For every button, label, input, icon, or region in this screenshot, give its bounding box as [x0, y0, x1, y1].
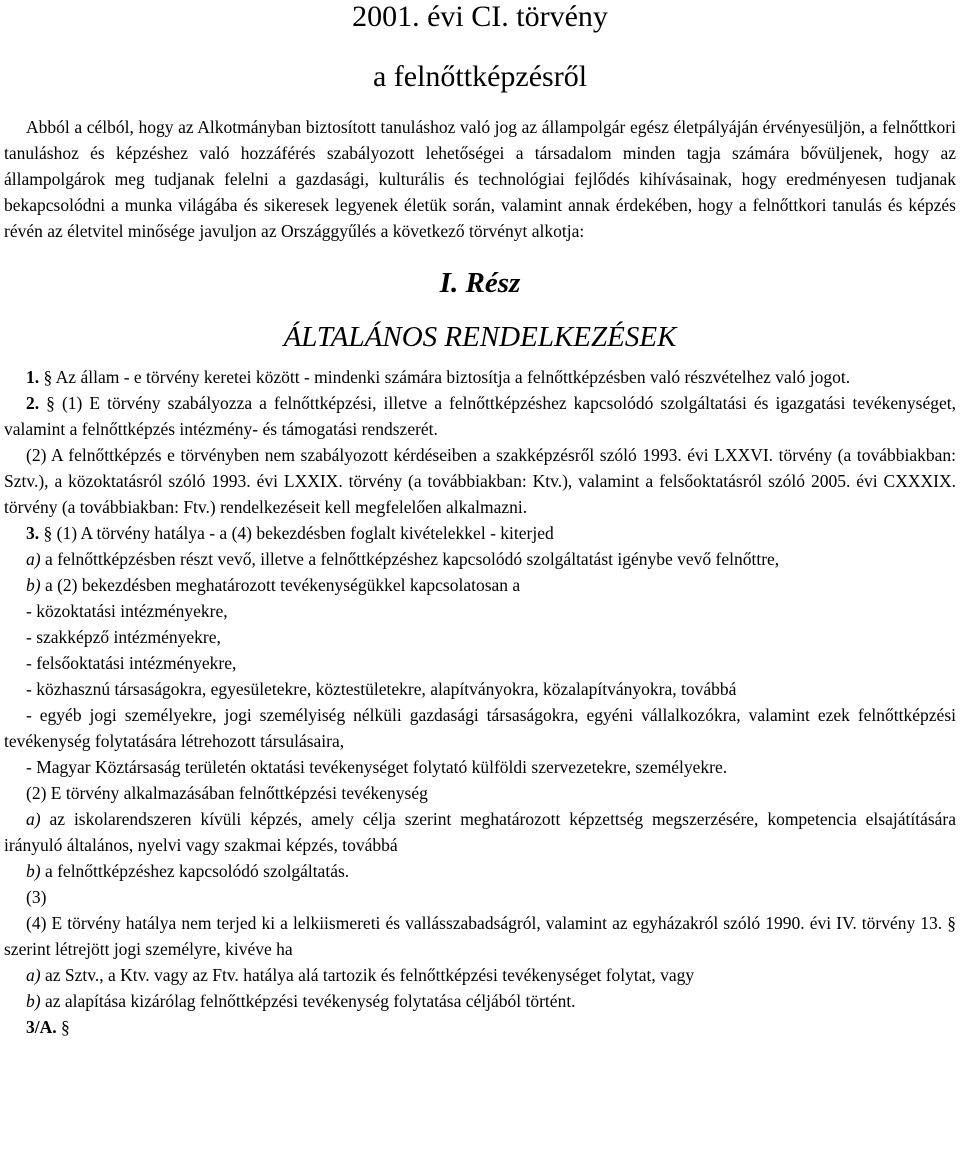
section-sign: § [43, 367, 53, 387]
point-b [4, 572, 956, 598]
point-b [4, 858, 956, 884]
dash-item: - felsőoktatási intézményekre, [26, 653, 237, 673]
section-sign: § [43, 523, 53, 543]
point-letter: b) [26, 575, 41, 595]
section-number: 3/A. [26, 1017, 57, 1037]
point-a [4, 806, 956, 858]
law-subtitle: a felnőttképzésről [372, 60, 588, 93]
dash-item: - szakképző intézményekre, [26, 627, 221, 647]
section-number: 2. [26, 393, 40, 413]
section-3-paragraph-2: (2) E törvény alkalmazásában felnőttképzési tevékenység [26, 783, 428, 803]
point-text: az Sztv., a Ktv. vagy az Ftv. hatálya alá tartozik és felnőttképzési tevékenységet folytat, vagy [44, 965, 695, 985]
point-a [4, 546, 956, 572]
section-3-paragraph-3: (3) [26, 887, 47, 907]
point-text: a felnőttképzésben részt vevő, illetve a felnőttképzéshez kapcsolódó szolgáltatást igénybe vevő felnőttre, [44, 549, 780, 569]
section-3a [4, 1014, 956, 1040]
point-text: az iskolarendszeren kívüli képzés, amely célja szerint meghatározott képzettség megszerzésére, kompetencia elsajátítására irányuló általános, nyelvi vagy szakmai képzés, továbbá [4, 809, 957, 855]
section-2-paragraph-2: (2) A felnőttképzés e törvényben nem szabályozott kérdéseiben a szakképzésről szóló 1993. évi LXXVI. törvény (a továbbiakban: Sztv.), a közoktatásról szóló 1993. évi LXXIX. törvény (a továbbiakban: Ktv.), valamint a felsőoktatásról szóló 2005. évi CXXXIX. törvény (a továbbiakban: Ftv.) rendelkezéseit kell megfelelően alkalmazni. [4, 445, 956, 517]
law-body [4, 364, 956, 1040]
point-a [4, 962, 956, 988]
dash-item: - egyéb jogi személyekre, jogi személyiség nélküli gazdasági társaságokra, egyéni vállalkozókra, valamint ezek felnőttképzési tevékenység folytatására létrehozott társulásaira, [4, 705, 956, 751]
dash-item: - közoktatási intézményekre, [26, 601, 228, 621]
part-title: I. Rész [439, 267, 521, 299]
point-text: az alapítása kizárólag felnőttképzési tevékenység folytatása céljából történt. [44, 991, 576, 1011]
point-letter: b) [26, 991, 41, 1011]
section-sign: § [46, 393, 55, 413]
section-3-paragraph-1 [4, 520, 956, 546]
point-letter: a) [26, 549, 41, 569]
section-1 [4, 364, 956, 390]
paragraph-text: (1) A törvény hatálya - a (4) bekezdésben foglalt kivételekkel - kiterjed [56, 523, 554, 543]
paragraph-text: (4) E törvény hatálya nem terjed ki a lelkiismereti és vallásszabadságról, valamint az egyházakról szóló 1990. évi IV. törvény 13. [26, 913, 943, 933]
section-number: 1. [26, 367, 40, 387]
dash-item: - közhasznú társaságokra, egyesületekre, köztestületekre, alapítványokra, közalapítványokra, továbbá [26, 679, 737, 699]
dash-item: - Magyar Köztársaság területén oktatási tevékenységet folytató külföldi szervezetekre, személyekre. [26, 757, 728, 777]
section-text: Az állam - e törvény keretei között - mindenki számára biztosítja a felnőttképzésben való részvételhez való jogot. [55, 367, 851, 387]
section-3-paragraph-4 [4, 910, 956, 962]
preamble: Abból a célból, hogy az Alkotmányban biztosított tanuláshoz való jog az állampolgár egész életpályáján érvényesüljön, a felnőttkori tanuláshoz és képzéshez való hozzáférés szabályozott lehetőségei a társadalom minden tagja számára bővüljenek, hogy az állampolgárok meg tudjanak felelni a gazdasági, kulturális és technológiai fejlődés kihívásainak, hogy eredményesen tudjanak bekapcsolódni a munka világába és sikeresek legyenek életük során, valamint annak érdekében, hogy a felnőttkori tanulás és képzés révén az életvitel minősége javuljon az Országgyűlés a következő törvényt alkotja: [4, 117, 956, 241]
point-b [4, 988, 956, 1014]
section-sign: § [947, 913, 957, 933]
section-sign: § [61, 1017, 70, 1037]
point-letter: b) [26, 861, 41, 881]
document-page [0, 2, 960, 1162]
point-letter: a) [26, 965, 41, 985]
paragraph-text: szerint létrejött jogi személyre, kivéve ha [4, 939, 293, 959]
law-title: 2001. évi CI. törvény [352, 0, 608, 33]
paragraph-text: (1) E törvény szabályozza a felnőttképzési, illetve a felnőttképzéshez kapcsolódó szolgáltatási és igazgatási tevékenységet, valamint a felnőttképzés intézmény- és támogatási rendszerét. [4, 393, 957, 439]
section-2-paragraph-1 [4, 390, 956, 442]
section-number: 3. [26, 523, 40, 543]
point-text: a (2) bekezdésben meghatározott tevékenységükkel kapcsolatosan a [44, 575, 521, 595]
point-letter: a) [26, 809, 41, 829]
part-heading: ÁLTALÁNOS RENDELKEZÉSEK [283, 321, 677, 353]
point-text: a felnőttképzéshez kapcsolódó szolgáltatás. [44, 861, 350, 881]
